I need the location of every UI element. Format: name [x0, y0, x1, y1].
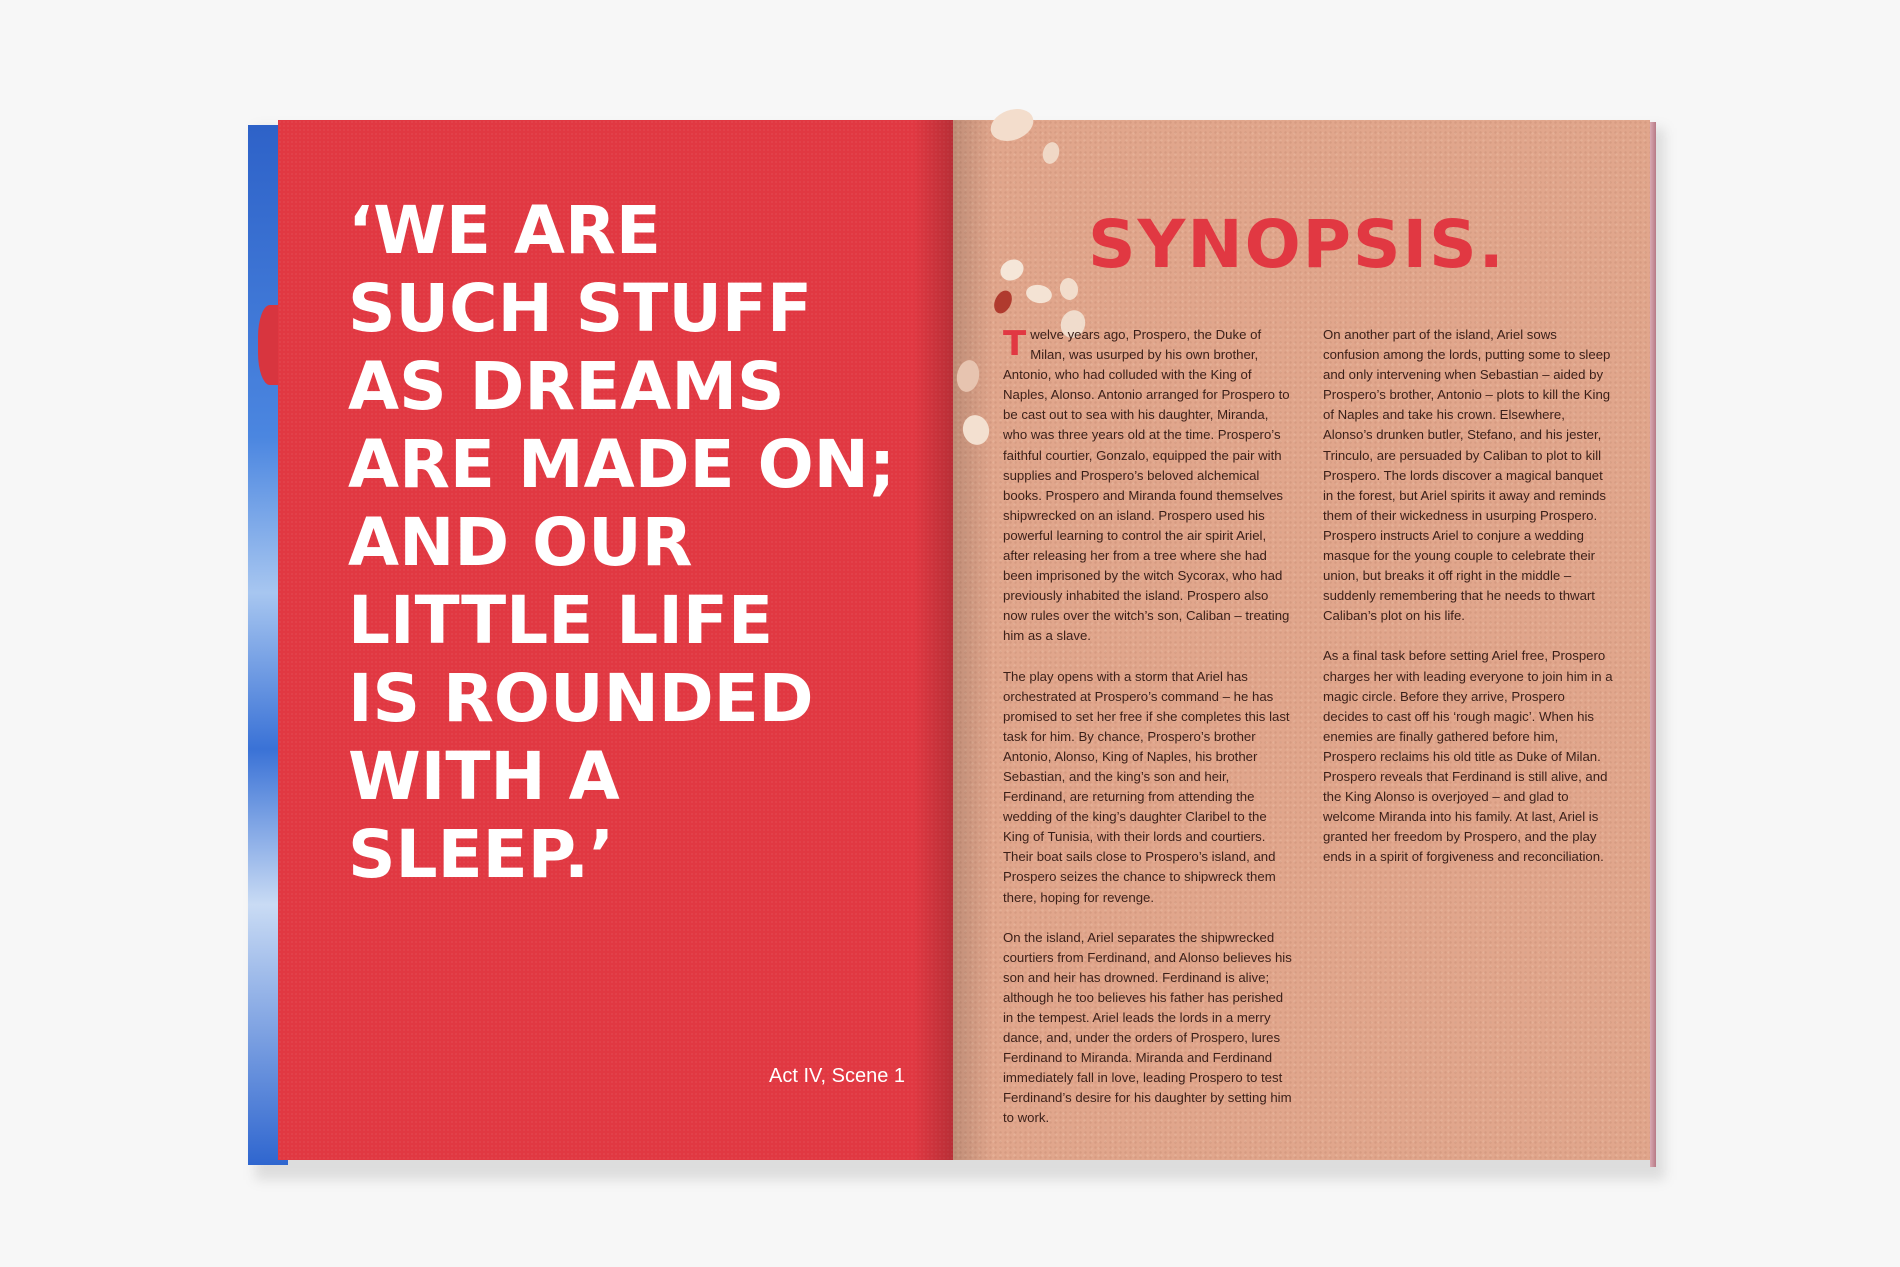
quote-line: SLEEP.’ [348, 816, 615, 893]
synopsis-title: SYNOPSIS. [1088, 206, 1506, 283]
synopsis-column-left [1003, 325, 1293, 1149]
bean-decoration [991, 288, 1016, 317]
right-page [953, 120, 1650, 1160]
booklet-right-edge [1650, 122, 1656, 1167]
synopsis-paragraph [1003, 325, 1293, 647]
paragraph-text: welve years ago, Prospero, the Duke of Milan, was usurped by his own brother, Antonio, who had colluded with the King of Naples, Alonso. Antonio arranged for Prospero to be cast out to sea with his daughter, Miranda, who was three years old at the time. Prospero’s faithful courtier, Gonzalo, equipped the pair with supplies and Prospero’s beloved alchemical books. Prospero and Miranda found themselves shipwrecked on an island. Prospero used his powerful learning to control the air spirit Ariel, after releasing her from a tree where she had been imprisoned by the witch Sycorax, who had previously inhabited the island. Prospero also now rules over the witch’s son, Caliban – treating him as a slave. [1003, 327, 1290, 644]
synopsis-column-right [1323, 325, 1613, 1149]
quote-line: ARE MADE ON; [348, 426, 896, 503]
bean-decoration [1040, 140, 1061, 165]
quote-line: LITTLE LIFE [348, 582, 774, 659]
quote-line: IS ROUNDED [348, 660, 814, 737]
synopsis-paragraph: The play opens with a storm that Ariel has orchestrated at Prospero’s command – he has promised to set her free if she completes this last task for him. By chance, Prospero’s brother Antonio, Alonso, King of Naples, his brother Sebastian, and the king’s son and heir, Ferdinand, are returning from attending the wedding of the king’s daughter Claribel to the King of Tunisia, with their lords and courtiers. Their boat sails close to Prospero’s island, and Prospero seizes the chance to shipwreck them there, hoping for revenge. [1003, 668, 1290, 905]
bean-decoration [997, 255, 1028, 284]
drop-cap: T [1003, 324, 1027, 364]
quote-line: AND OUR [348, 504, 693, 581]
synopsis-paragraph: As a final task before setting Ariel free, Prospero charges her with leading everyone to join him in a magic circle. Before they arrive, Prospero decides to cast off his ‘rough magic’. When his enemies are finally gathered before him, Prospero reclaims his old title as Duke of Milan. Prospero reveals that Ferdinand is still alive, and the King Alonso is overjoyed – and glad to welcome Miranda into his family. At last, Ariel is granted her freedom by Prospero, and the play ends in a spirit of forgiveness and reconciliation. [1323, 648, 1613, 865]
bean-decoration [986, 103, 1038, 146]
synopsis-paragraph: On another part of the island, Ariel sows confusion among the lords, putting some to sleep and only intervening when Sebastian – aided by Prospero’s brother, Antonio – plots to kill the King of Naples and take his crown. Elsewhere, Alonso’s drunken butler, Stefano, and his jester, Trinculo, are persuaded by Caliban to plot to kill Prospero. The lords discover a magical banquet in the forest, but Ariel spirits it away and reminds them of their wickedness in usurping Prospero. Prospero instructs Ariel to conjure a wedding masque for the young couple to celebrate their union, but breaks it off right in the middle – suddenly remembering that he needs to thwart Caliban’s plot on his life. [1323, 327, 1611, 624]
pull-quote [348, 192, 928, 894]
bean-decoration [1025, 283, 1054, 305]
quote-line: ‘WE ARE [348, 192, 661, 269]
left-page [278, 120, 953, 1160]
quote-attribution: Act IV, Scene 1 [768, 1065, 905, 1087]
synopsis-body [1003, 325, 1613, 1149]
bean-decoration [1058, 277, 1080, 302]
quote-line: SUCH STUFF [348, 270, 813, 347]
quote-line: WITH A [348, 738, 620, 815]
quote-line: AS DREAMS [348, 348, 785, 425]
synopsis-paragraph: On the island, Ariel separates the shipwrecked courtiers from Ferdinand, and Alonso believes his son and heir has drowned. Ferdinand is alive; although he too believes his father has perished in the tempest. Ariel leads the lords in a merry dance, and, under the orders of Prospero, lures Ferdinand to Miranda. Miranda and Ferdinand immediately fall in love, leading Prospero to test Ferdinand’s desire for his daughter by setting him to work. [1003, 929, 1292, 1126]
right-page-gutter-shadow [953, 120, 993, 1160]
